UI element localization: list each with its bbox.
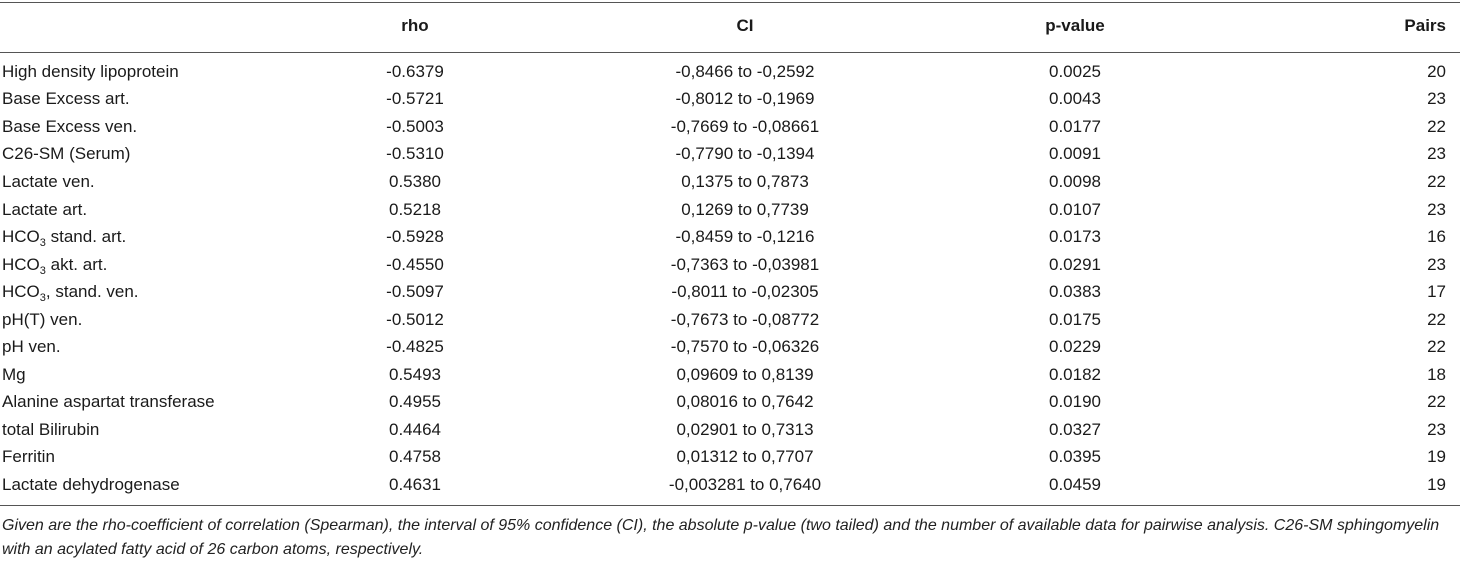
p-value: 0.0383 [1049, 282, 1101, 302]
table-row [0, 251, 1460, 279]
pairs-value: 22 [1427, 392, 1446, 412]
table-row [0, 444, 1460, 472]
p-value: 0.0327 [1049, 419, 1101, 439]
ci-value: 0,02901 to 0,7313 [676, 419, 814, 439]
table-row [0, 141, 1460, 169]
p-value: 0.0025 [1049, 61, 1101, 81]
parameter-name: Lactate art. [2, 199, 88, 219]
parameter-name-base: HCO [2, 282, 40, 302]
table-row [0, 223, 1460, 251]
pairs-value: 22 [1427, 337, 1446, 357]
table-row [0, 333, 1460, 361]
p-value: 0.0175 [1049, 309, 1101, 329]
parameter-name: C26-SM (Serum) [2, 144, 131, 164]
pairs-value: 23 [1427, 144, 1446, 164]
rho-value: -0.4825 [386, 337, 444, 357]
parameter-name: pH(T) ven. [2, 309, 83, 329]
p-value: 0.0177 [1049, 116, 1101, 136]
header-parameter [0, 0, 290, 52]
pairs-value: 19 [1427, 447, 1446, 467]
ci-value: -0,8459 to -0,1216 [675, 227, 815, 247]
parameter-name-subscript: 3 [39, 237, 46, 250]
rho-value: -0.5928 [386, 227, 444, 247]
rho-value: -0.5721 [386, 89, 444, 109]
p-value: 0.0107 [1049, 199, 1101, 219]
rho-value: 0.5380 [389, 171, 441, 191]
p-value: 0.0229 [1049, 337, 1101, 357]
pairs-value: 22 [1427, 171, 1446, 191]
rho-value: -0.5097 [386, 282, 444, 302]
parameter-name: Mg [2, 364, 26, 384]
rho-value: 0.4758 [389, 447, 441, 467]
parameter-name: Base Excess art. [2, 89, 130, 109]
rho-value: -0.5310 [386, 144, 444, 164]
header-pairs: Pairs [1404, 16, 1446, 35]
ci-value: -0,7790 to -0,1394 [675, 144, 815, 164]
ci-value: -0,7570 to -0,06326 [670, 337, 820, 357]
table-row [0, 471, 1460, 499]
pairs-value: 22 [1427, 309, 1446, 329]
rho-value: -0.5003 [386, 116, 444, 136]
rho-value: -0.6379 [386, 61, 444, 81]
p-value: 0.0291 [1049, 254, 1101, 274]
parameter-name: total Bilirubin [2, 419, 100, 439]
parameter-name-suffix: stand. art. [45, 227, 127, 247]
pairs-value: 16 [1427, 227, 1446, 247]
pairs-value: 23 [1427, 199, 1446, 219]
header-p-value: p-value [1045, 16, 1105, 35]
ci-value: -0,8012 to -0,1969 [675, 89, 815, 109]
p-value: 0.0043 [1049, 89, 1101, 109]
ci-value: -0,7363 to -0,03981 [670, 254, 820, 274]
rho-value: 0.5493 [389, 364, 441, 384]
table-row [0, 416, 1460, 444]
ci-value: -0,8011 to -0,02305 [671, 282, 819, 302]
p-value: 0.0459 [1049, 474, 1101, 494]
parameter-name-subscript: 3 [39, 264, 46, 277]
parameter-name [0, 278, 290, 306]
table-row [0, 196, 1460, 224]
pairs-value: 19 [1427, 474, 1446, 494]
parameter-name-suffix: akt. art. [45, 254, 108, 274]
parameter-name: Alanine aspartat transferase [2, 392, 215, 412]
pairs-value: 22 [1427, 116, 1446, 136]
ci-value: -0,003281 to 0,7640 [668, 474, 822, 494]
rho-value: 0.5218 [389, 199, 441, 219]
rho-value: 0.4955 [389, 392, 441, 412]
parameter-name: Ferritin [2, 447, 55, 467]
rho-value: -0.5012 [386, 309, 444, 329]
table-row [0, 306, 1460, 334]
parameter-name-suffix: , stand. ven. [45, 282, 139, 302]
table-row [0, 52, 1460, 86]
parameter-name-subscript: 3 [39, 292, 46, 305]
table-footnote: Given are the rho-coefficient of correlation (Spearman), the interval of 95% confidence (CI), the absolute p-value (two tailed) and the number of available data for pairwise analysis. C26-SM sphingomyelin with an acylated fatty acid of 26 carbon atoms, respectively. [2, 517, 1440, 558]
pairs-value: 20 [1427, 61, 1446, 81]
parameter-name [0, 251, 290, 279]
pairs-value: 17 [1427, 282, 1446, 302]
parameter-name: pH ven. [2, 337, 61, 357]
pairs-value: 23 [1427, 419, 1446, 439]
pairs-value: 23 [1427, 89, 1446, 109]
table-row [0, 86, 1460, 114]
parameter-name-base: HCO [2, 227, 40, 247]
p-value: 0.0098 [1049, 171, 1101, 191]
table-row [0, 168, 1460, 196]
table-row [0, 278, 1460, 306]
parameter-name: Lactate dehydrogenase [2, 474, 180, 494]
ci-value: 0,01312 to 0,7707 [676, 447, 814, 467]
table-bottom-rule [0, 505, 1460, 506]
ci-value: 0,1375 to 0,7873 [681, 171, 809, 191]
parameter-name: Base Excess ven. [2, 116, 138, 136]
p-value: 0.0091 [1049, 144, 1101, 164]
parameter-name: High density lipoprotein [2, 61, 179, 81]
parameter-name-base: HCO [2, 254, 40, 274]
ci-value: -0,7673 to -0,08772 [670, 309, 820, 329]
ci-value: 0,08016 to 0,7642 [676, 392, 814, 412]
rho-value: 0.4464 [389, 419, 441, 439]
ci-value: -0,7669 to -0,08661 [670, 116, 820, 136]
p-value: 0.0182 [1049, 364, 1101, 384]
table-row [0, 389, 1460, 417]
parameter-name [0, 223, 290, 251]
ci-value: 0,09609 to 0,8139 [676, 364, 814, 384]
p-value: 0.0173 [1049, 227, 1101, 247]
p-value: 0.0395 [1049, 447, 1101, 467]
ci-value: 0,1269 to 0,7739 [681, 199, 809, 219]
pairs-value: 18 [1427, 364, 1446, 384]
parameter-name: Lactate ven. [2, 171, 95, 191]
header-rho: rho [401, 16, 429, 35]
table-body [0, 52, 1460, 499]
rho-value: 0.4631 [389, 474, 441, 494]
rho-value: -0.4550 [386, 254, 444, 274]
pairs-value: 23 [1427, 254, 1446, 274]
table-row [0, 113, 1460, 141]
table-row [0, 361, 1460, 389]
p-value: 0.0190 [1049, 392, 1101, 412]
header-ci: CI [736, 16, 754, 35]
ci-value: -0,8466 to -0,2592 [675, 61, 815, 81]
table-header-row [0, 0, 1460, 52]
